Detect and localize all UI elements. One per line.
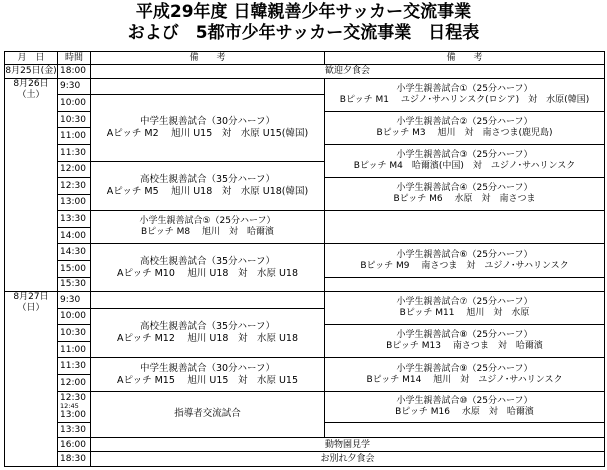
match-detail: Aピッチ M15 旭川 U15 対 水原 U15 [116, 374, 299, 386]
match-a2 [91, 161, 325, 211]
match-b5 [91, 211, 325, 244]
schedule-table [4, 51, 605, 467]
match-detail: Bピッチ M11 旭川 対 水原 [399, 308, 530, 319]
match-b6 [325, 244, 605, 277]
match-detail: Aピッチ M10 旭川 U18 対 水原 U18 [116, 267, 299, 279]
match-detail: Bピッチ M13 南さつま 対 哈爾濱 [386, 341, 543, 352]
time-cell: 13:30 [58, 422, 91, 437]
header-row [5, 52, 605, 65]
time-cell: 11:30 [58, 358, 91, 375]
time-cell: 13:00 [58, 194, 91, 211]
match-detail: Bピッチ M9 南さつま 対 ユジノ･サハリンスク [360, 260, 569, 271]
welcome-dinner: 歓迎夕食会 [91, 65, 605, 78]
time-cell: 13:00 [60, 410, 86, 421]
time-cell: 12:00 [58, 375, 91, 392]
match-b4 [325, 178, 605, 211]
time-cell: 12:30 [58, 178, 91, 195]
row-welcome [5, 65, 605, 78]
match-b9 [325, 358, 605, 391]
blank-cell [325, 422, 605, 437]
document-title-line2: および 5都市少年サッカー交流事業 日程表 [127, 23, 480, 43]
time-cell: 15:00 [58, 261, 91, 278]
match-detail: Bピッチ M6 水原 対 南さつま [393, 194, 536, 205]
match-detail: Bピッチ M1 ユジノ･サハリンスク(ロシア) 対 水原(韓国) [339, 94, 590, 105]
weekday-line: （日） [17, 303, 45, 314]
match-detail: Aピッチ M5 旭川 U18 対 水原 U18(韓国) [106, 185, 309, 197]
match-b3 [325, 144, 605, 177]
weekday-line: （土） [17, 89, 45, 100]
time-cell: 18:30 [58, 452, 91, 467]
time-cell: 9:30 [58, 78, 91, 95]
time-cell: 12:00 [58, 161, 91, 178]
coaches-match [91, 391, 325, 437]
time-cell: 10:30 [58, 325, 91, 342]
match-title: 小学生親善試合⑨（25分ハーフ） [396, 363, 533, 374]
match-a6 [91, 358, 325, 391]
document-title-line1: 平成29年度 日韓親善少年サッカー交流事業 [135, 2, 472, 22]
match-title: 高校生親善試合（35分ハーフ） [139, 321, 276, 333]
match-b7 [325, 292, 605, 325]
date-line: 8月26日 [13, 78, 49, 89]
match-title: 小学生親善試合⑦（25分ハーフ） [396, 297, 533, 308]
match-detail: Bピッチ M3 旭川 対 南さつま(鹿児島) [376, 127, 553, 138]
match-title: 高校生親善試合（35分ハーフ） [139, 173, 276, 185]
match-title: 指導者交流試合 [174, 408, 241, 420]
time-cell: 12:45 [60, 402, 79, 411]
match-title: 小学生親善試合⑩（25分ハーフ） [396, 395, 533, 406]
time-cell: 16:00 [58, 438, 91, 452]
date-aug26 [5, 78, 58, 292]
match-a4 [91, 244, 325, 292]
match-b8 [325, 325, 605, 358]
time-cell: 15:30 [58, 277, 91, 291]
time-cell: 10:30 [58, 111, 91, 128]
match-title: 小学生親善試合②（25分ハーフ） [396, 116, 533, 127]
match-a1 [91, 95, 325, 161]
time-cell: 11:00 [58, 341, 91, 358]
match-title: 小学生親善試合⑤（25分ハーフ） [139, 216, 276, 227]
zoo-visit: 動物園見学 [91, 438, 605, 452]
time-cell: 12:30 [60, 393, 86, 404]
match-title: 高校生親善試合（35分ハーフ） [139, 255, 276, 267]
header-time: 時間 [58, 52, 91, 65]
match-b10 [325, 391, 605, 422]
time-cell: 9:30 [58, 292, 91, 309]
time-cell: 10:00 [58, 308, 91, 325]
match-a5 [91, 308, 325, 358]
time-cell: 10:00 [58, 95, 91, 112]
blank-cell [91, 78, 325, 95]
match-title: 小学生親善試合⑥（25分ハーフ） [396, 249, 533, 260]
match-title: 小学生親善試合⑧（25分ハーフ） [396, 330, 533, 341]
match-detail: Bピッチ M8 旭川 対 哈爾濱 [140, 227, 275, 238]
match-title: 小学生親善試合①（25分ハーフ） [396, 83, 533, 94]
match-detail: Aピッチ M2 旭川 U15 対 水原 U15(韓国) [106, 127, 309, 139]
match-detail: Aピッチ M12 旭川 U18 対 水原 U18 [116, 333, 299, 345]
time-cell: 18:00 [58, 65, 91, 78]
date-line: 8月27日 [13, 292, 49, 303]
header-note-a: 備 考 [91, 52, 325, 65]
time-cell: 11:00 [58, 128, 91, 145]
date-aug27 [5, 292, 58, 467]
blank-cell [91, 292, 325, 309]
match-detail: Bピッチ M14 旭川 対 ユジノ･サハリンスク [366, 374, 563, 385]
time-cell-group [58, 391, 91, 422]
farewell-dinner: お別れ夕食会 [91, 452, 605, 467]
time-cell: 11:30 [58, 144, 91, 161]
blank-cell [325, 277, 605, 291]
header-date: 月 日 [5, 52, 58, 65]
header-note-b: 備 考 [325, 52, 605, 65]
match-title: 小学生親善試合④（25分ハーフ） [396, 183, 533, 194]
match-title: 小学生親善試合③（25分ハーフ） [396, 150, 533, 160]
match-b2 [325, 111, 605, 144]
match-detail: Bピッチ M4 哈爾濱(中国) 対 ユジノ･サハリンスク [353, 161, 576, 171]
match-b1 [325, 78, 605, 111]
time-cell: 14:30 [58, 244, 91, 261]
date-aug25: 8月25日(金) [5, 66, 57, 77]
time-cell: 14:00 [58, 227, 91, 244]
match-title: 中学生親善試合（30分ハーフ） [139, 362, 276, 374]
match-title: 中学生親善試合（30分ハーフ） [139, 115, 276, 127]
time-cell: 13:30 [58, 211, 91, 228]
match-detail: Bピッチ M16 水原 対 哈爾濱 [395, 406, 534, 417]
